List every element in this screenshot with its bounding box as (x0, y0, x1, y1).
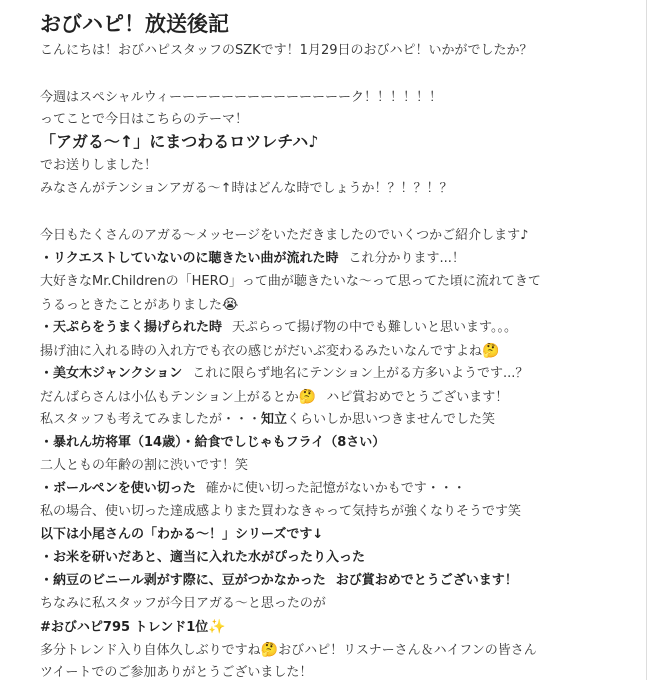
series-item-2-text: ・納豆のビニール剥がす際に、豆がつかなかった (40, 573, 326, 588)
thinking-face-icon: 🤔 (482, 343, 500, 359)
greeting-line: こんにちは！おびハピスタッフのSZKです！1月29日のおびハピ！いかがでしたか？ (40, 43, 533, 58)
thinking-face-icon: 🤔 (260, 642, 279, 658)
message-2-title: ・天ぷらをうまく揚げられた時 (40, 320, 223, 335)
trend-comment-line (40, 641, 537, 660)
theme-heading: 「アガる〜↑」にまつわるロツレチハ♪ (40, 132, 319, 151)
message-3-title: ・美女木ジャンクション (40, 366, 183, 381)
special-week-line: 今週はスペシャルウィーーーーーーーーーーーーーーク！！！！！！ (40, 90, 442, 105)
series-item-1: ・お米を研いだあと、適当に入れた水がぴったり入った (40, 550, 366, 565)
message-1 (40, 250, 465, 268)
thinking-face-icon: 🤔 (298, 389, 317, 405)
staff-thoughts-text: 私スタッフも考えてみましたが・・・ (40, 412, 262, 427)
trend-text: #おびハピ795 トレンド1位 (40, 620, 209, 635)
thanks-line: ツイートでのご参加ありがとうございました！ (40, 665, 313, 680)
staff-thoughts-line (40, 411, 495, 429)
message-1-comment: これ分かります...！ (348, 251, 465, 266)
message-5-detail: 私の場合、使い切った達成感よりまた買わなきゃって気持ちが強くなりそうです笑 (40, 504, 522, 519)
sent-line: でお送りしました！ (40, 158, 158, 173)
page-title: おびハピ！放送後記 (40, 12, 229, 36)
chiryu-text: 知立 (261, 412, 288, 427)
message-4-comment: 二人ともの年齢の割に渋いです！笑 (40, 458, 249, 473)
series-heading: 以下は小尾さんの「わかる〜！」シリーズです↓ (40, 527, 324, 542)
message-1-detail-2 (40, 296, 238, 315)
series-item-2 (40, 572, 518, 590)
trend-line (40, 618, 226, 637)
message-1-title: ・リクエストしていないのに聴きたい曲が流れた時 (40, 251, 339, 266)
message-5-comment: 確かに使い切った記憶がないかもです・・・ (205, 481, 466, 496)
listeners-text: おびハピ！リスナーさん＆ハイフンの皆さん (278, 643, 537, 658)
trend-comment-text: 多分トレンド入り自体久しぶりですね (40, 643, 261, 658)
question-line: みなさんがテンションアガる〜↑時はどんな時でしょうか！？！？！？ (40, 181, 453, 196)
messages-intro-line: 今日もたくさんのアガる〜メッセージをいただきましたのでいくつかご紹介します♪ (40, 228, 529, 243)
message-3-detail (40, 388, 508, 407)
message-3-comment: これに限らず地名にテンション上がる方多いようです...？ (192, 366, 529, 381)
hapi-award-text: ハピ賞おめでとうございます！ (326, 390, 509, 405)
crying-face-icon: 😭 (222, 297, 239, 313)
message-2-comment: 天ぷらって揚げ物の中でも難しいと思います。。。 (232, 320, 517, 335)
staff-thoughts-end: くらいしか思いつきませんでした笑 (287, 412, 496, 427)
staff-pick-line: ちなみに私スタッフが今日アガる〜と思ったのが (40, 596, 326, 611)
message-4: ・暴れん坊将軍（14歳）・給食でしじゃもフライ（8さい） (40, 435, 386, 450)
message-2-detail (40, 342, 499, 361)
message-1-detail: 大好きなMr.Childrenの「HERO」って曲が聴きたいな〜って思ってた頃に流れてきて (40, 274, 541, 289)
sparkles-icon: ✨ (208, 619, 226, 635)
theme-intro-line: ってことで今日はこちらのテーマ！ (40, 112, 249, 127)
message-3 (40, 365, 528, 383)
message-1-detail-2-text: うるっときたことがありました (40, 298, 223, 313)
message-2-detail-text: 揚げ油に入れる時の入れ方でも衣の感じがだいぶ変わるみたいなんですよね (40, 344, 483, 359)
obi-award-text: おび賞おめでとうございます！ (335, 573, 518, 588)
message-3-detail-text: だんばらさんは小仏もテンション上がるとか (40, 390, 299, 405)
message-2 (40, 319, 517, 337)
message-5-title: ・ボールペンを使い切った (40, 481, 196, 496)
message-5 (40, 480, 466, 498)
